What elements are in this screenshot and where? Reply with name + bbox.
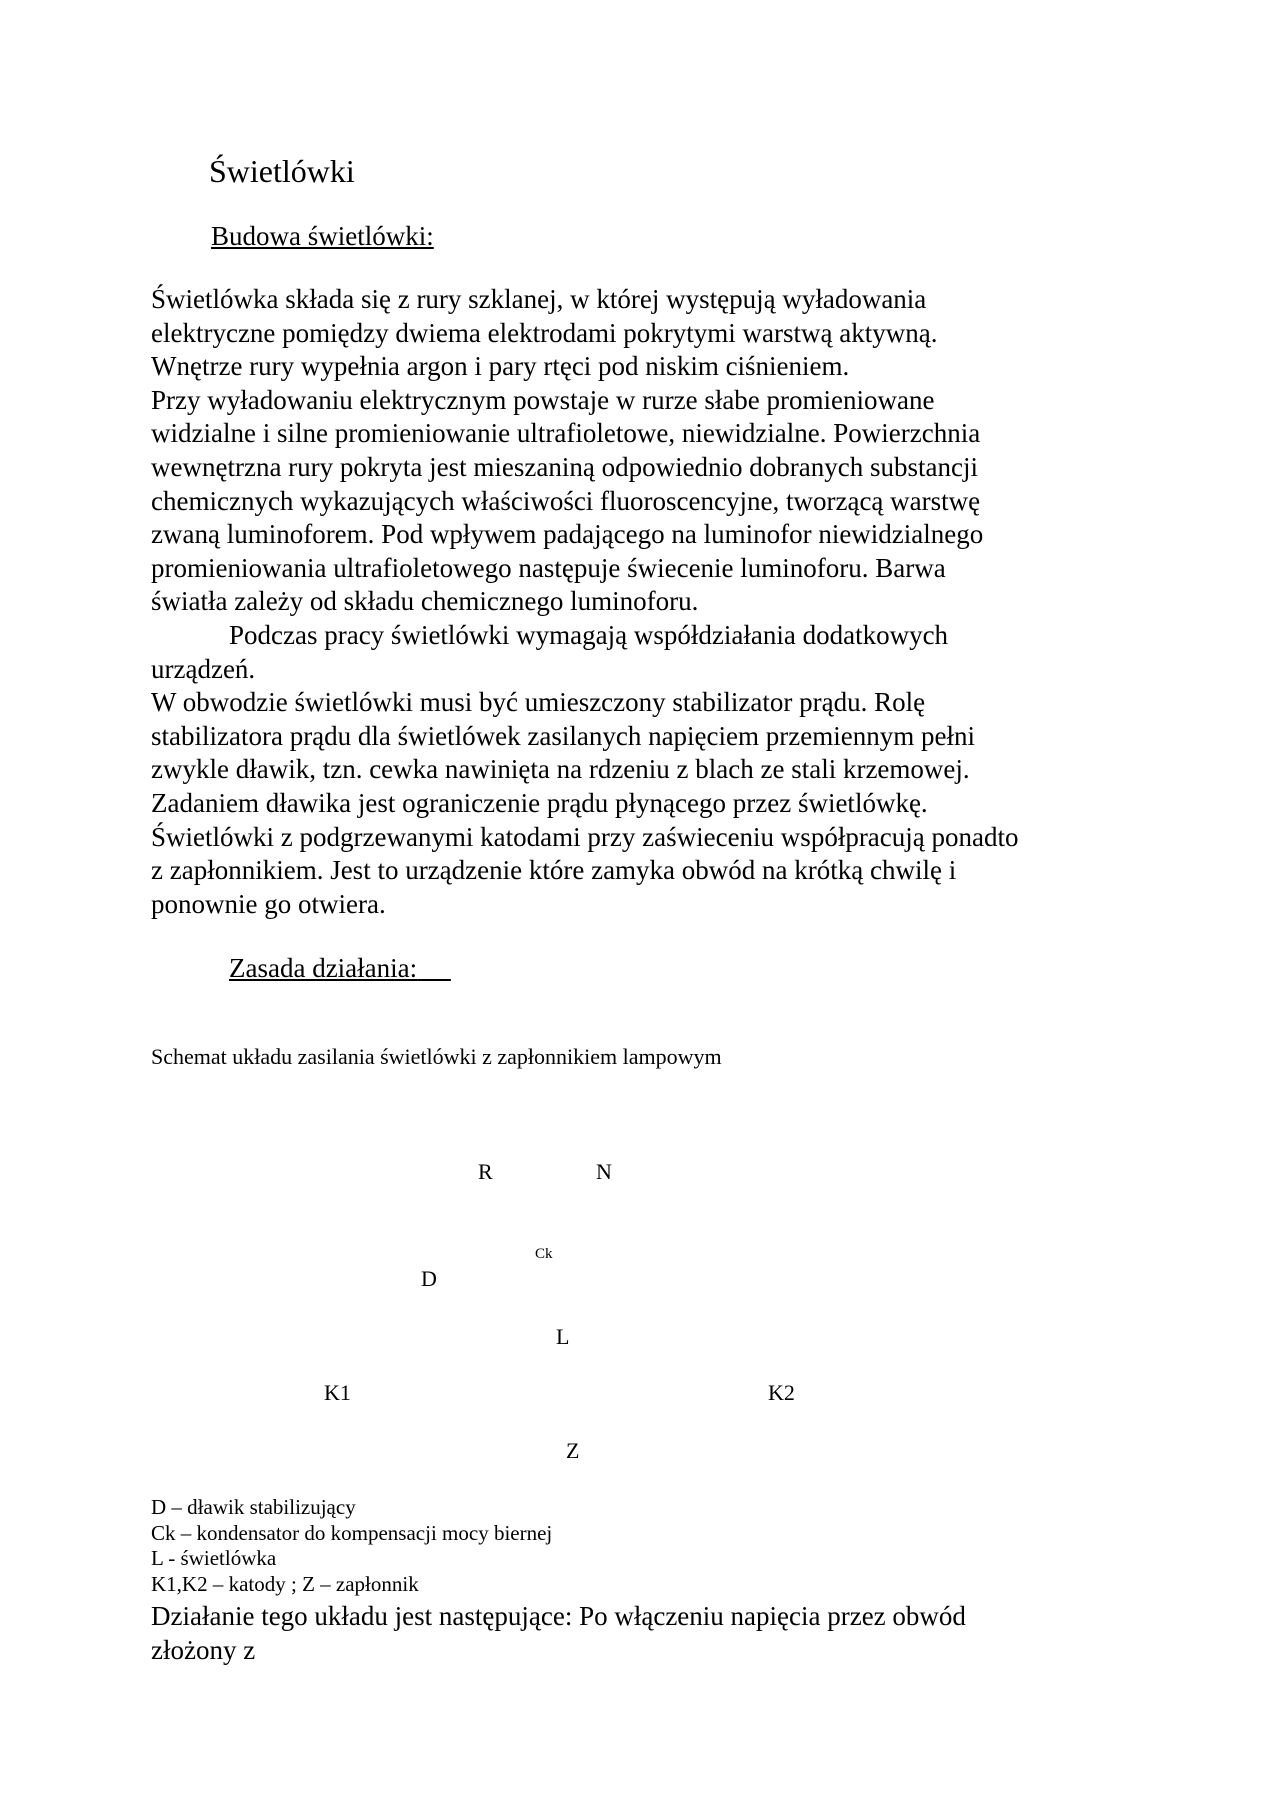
body-line: elektryczne pomiędzy dwiema elektrodami pokrytymi warstwą aktywną. (151, 317, 938, 348)
body-line: Świetlówki z podgrzewanymi katodami przy zaświeceniu współpracują ponadto (151, 821, 1019, 852)
label-l: L (556, 1324, 570, 1349)
legend-item: L - świetlówka (151, 1546, 277, 1571)
body-line: wewnętrzna rury pokryta jest mieszaniną odpowiednio dobranych substancji (151, 452, 979, 482)
body-line: z zapłonnikiem. Jest to urządzenie które zamyka obwód na krótką chwilę i (151, 855, 957, 886)
closing-line: Działanie tego układu jest następujące: Po włączeniu napięcia przez obwód (151, 1601, 966, 1631)
body-line: Wnętrze rury wypełnia argon i pary rtęci pod niskim ciśnieniem. (151, 351, 850, 382)
closing-line: złożony z (151, 1634, 256, 1665)
diagram-caption: Schemat układu zasilania świetlówki z zapłonnikiem lampowym (151, 1044, 722, 1069)
body-line: Podczas pracy świetlówki wymagają współdziałania dodatkowych (229, 620, 949, 650)
section-heading-principle: Zasada działania: (229, 953, 418, 983)
legend-item: Ck – kondensator do kompensacji mocy biernej (151, 1520, 553, 1545)
legend-item: D – dławik stabilizujący (151, 1495, 356, 1519)
body-line: Zadaniem dławika jest ograniczenie prądu płynącego przez świetlówkę. (151, 788, 928, 818)
legend-item: K1,K2 – katody ; Z – zapłonnik (151, 1572, 419, 1597)
section-heading-construction: Budowa świetlówki: (211, 221, 434, 251)
body-line: W obwodzie świetlówki musi być umieszczony stabilizator prądu. Rolę (151, 687, 926, 718)
body-line: Przy wyładowaniu elektrycznym powstaje w rurze słabe promieniowane (151, 384, 935, 415)
body-line: urządzeń. (151, 653, 256, 684)
body-line: promieniowania ultrafioletowego następuje świecenie luminoforu. Barwa (151, 552, 946, 583)
body-line: zwykle dławik, tzn. cewka nawinięta na rdzeniu z blach ze stali krzemowej. (151, 754, 970, 785)
label-d: D (421, 1266, 437, 1291)
label-r: R (478, 1159, 493, 1184)
label-k2: K2 (768, 1380, 795, 1405)
body-line: chemicznych wykazujących właściwości fluoroscencyjne, tworzącą warstwę (151, 485, 981, 516)
label-k1: K1 (324, 1380, 351, 1405)
body-line: Świetlówka składa się z rury szklanej, w której występują wyładowania (151, 284, 927, 314)
document-title: Świetlówki (209, 153, 355, 189)
label-ck: Ck (535, 1246, 553, 1262)
body-line: widzialne i silne promieniowanie ultrafioletowe, niewidzialne. Powierzchnia (151, 418, 981, 449)
label-n: N (596, 1159, 612, 1184)
body-line: zwaną luminoforem. Pod wpływem padającego na luminofor niewidzialnego (151, 519, 984, 550)
body-line: światła zależy od składu chemicznego luminoforu. (151, 586, 699, 617)
body-line: stabilizatora prądu dla świetlówek zasilanych napięciem przemiennym pełni (151, 720, 975, 751)
body-line: ponownie go otwiera. (151, 888, 386, 919)
label-z: Z (566, 1438, 580, 1463)
